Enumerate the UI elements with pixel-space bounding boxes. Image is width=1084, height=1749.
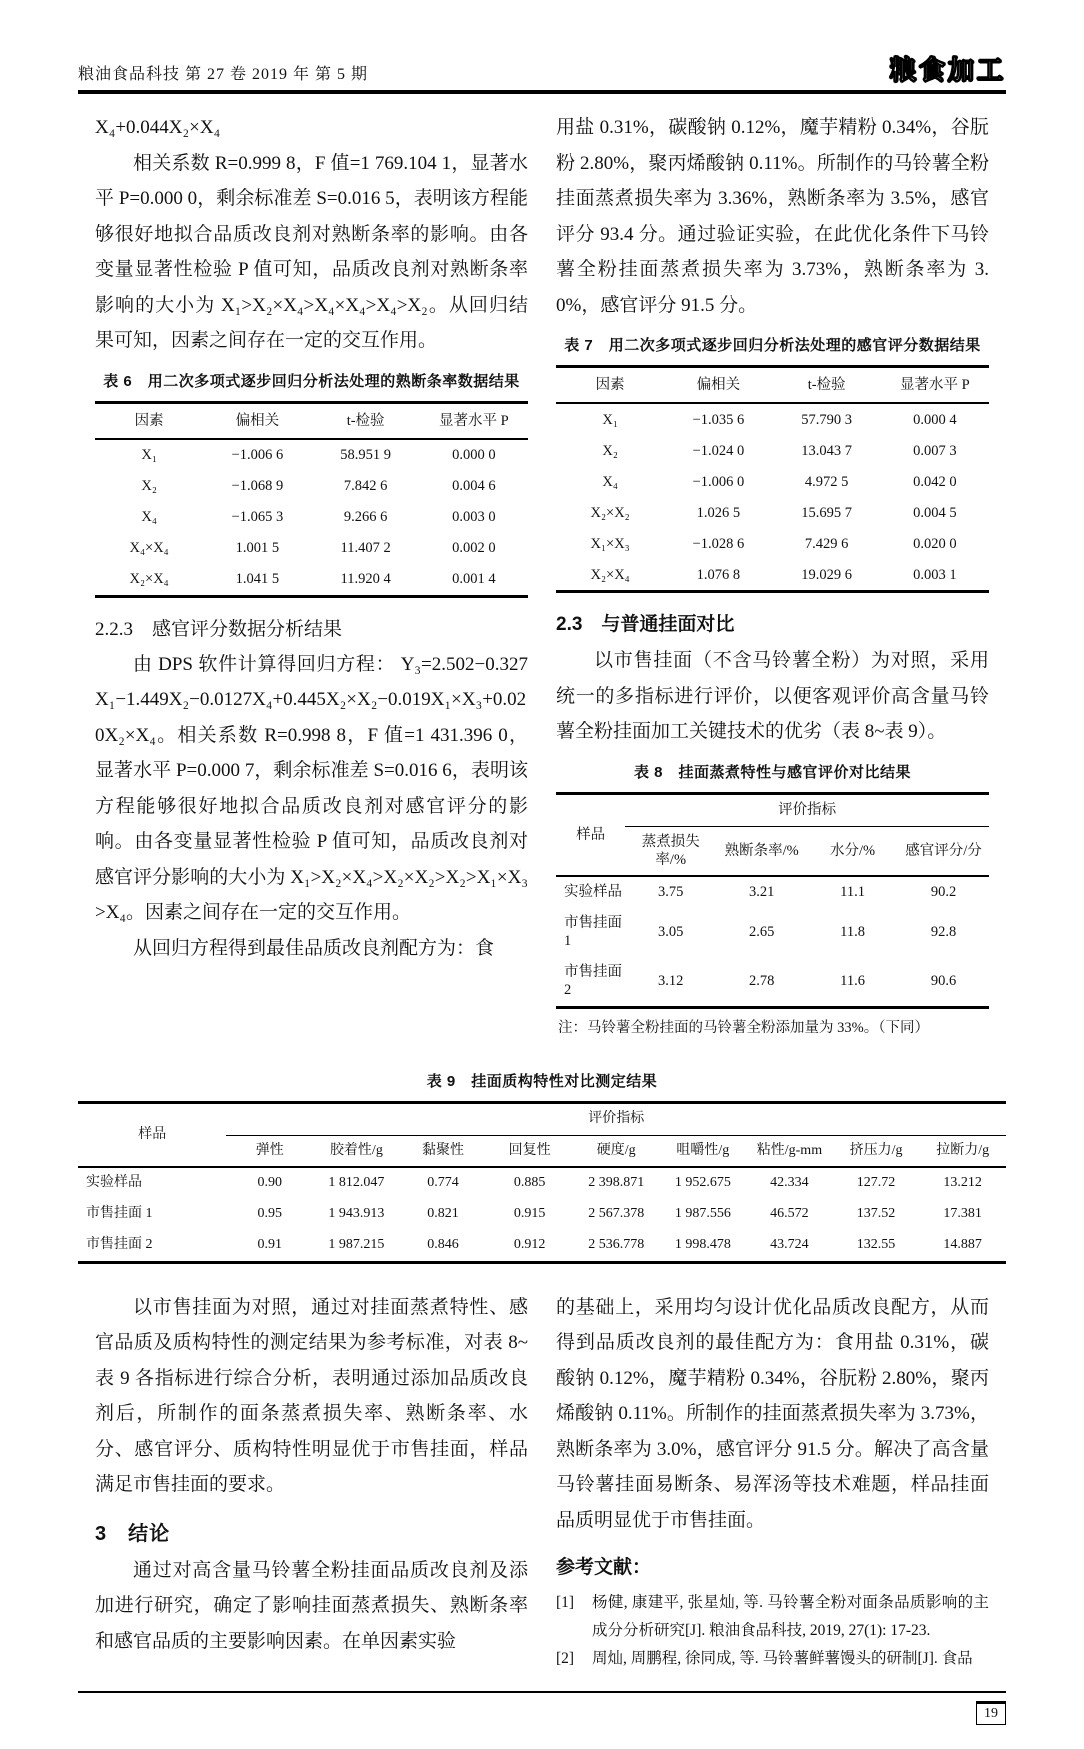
table-cell: 90.2	[930, 884, 957, 900]
table-cell: −1.065 3	[231, 509, 284, 525]
table-cell: 132.55	[856, 1237, 896, 1252]
table-cell: 市售挂面 1	[564, 915, 622, 949]
paragraph-conclusion-continuation: 的基础上，采用均匀设计优化品质改良配方，从而得到品质改良剂的最佳配方为：食用盐 0.31%，碳酸钠 0.12%，魔芋精粉 0.34%，谷朊粉 2.80%，聚丙烯酸钠 0.11%。所制作的挂面蒸煮损失率为 3.73%，熟断条率为 3.0%，感官评分 91.5 分。解决了高含量马铃薯挂面易断条、易浑汤等技术难题，样品挂面品质明显优于市售挂面。	[556, 1296, 989, 1531]
table-row	[556, 403, 989, 435]
table-cell: 3.05	[658, 924, 684, 940]
table-cell: 2 398.871	[588, 1175, 645, 1190]
table-cell: 0.004 6	[452, 478, 496, 494]
column-header: 拉断力/g	[919, 1135, 1006, 1167]
table-row	[556, 876, 989, 908]
table-8-sample-header: 样品	[556, 793, 625, 876]
table-cell: 2.78	[748, 973, 775, 989]
table-cell: 13.043 7	[801, 442, 852, 459]
reference-item-2	[556, 1645, 989, 1673]
table-cell: 市售挂面 2	[564, 964, 622, 998]
column-header: 感官评分/分	[898, 826, 989, 876]
column-header: 因素	[95, 402, 203, 439]
table-8	[556, 792, 989, 1009]
column-header: 水分/%	[807, 826, 898, 876]
page-footer	[78, 1691, 1006, 1725]
table-cell: 17.381	[943, 1206, 982, 1221]
column-header: 硬度/g	[573, 1135, 660, 1167]
table-7	[556, 365, 989, 593]
references-heading: 参考文献：	[556, 1557, 652, 1578]
right-column-bottom	[556, 1290, 989, 1674]
right-column-top	[556, 110, 989, 1053]
table-9-block	[78, 1071, 1006, 1264]
paragraph-comparison-analysis: 以市售挂面为对照，通过对挂面蒸煮特性、感官品质及质构特性的测定结果为参考标准，对表 8~表 9 各指标进行综合分析，表明通过添加品质改良剂后，所制作的面条蒸煮损失率、熟断条率、水分、感官评分、质构特性明显优于市售挂面，样品满足市售挂面的要求。	[95, 1296, 528, 1495]
table-cell: 0.912	[513, 1237, 546, 1252]
table-9-title: 表 9 挂面质构特性对比测定结果	[426, 1072, 658, 1090]
table-cell: 0.000 0	[452, 447, 496, 463]
table-row	[78, 1199, 1006, 1230]
table-cell: 0.90	[257, 1175, 283, 1190]
table-cell: 13.212	[943, 1175, 982, 1190]
table-cell: 1 987.556	[674, 1206, 731, 1221]
paragraph-recipe-start: 从回归方程得到最佳品质改良剂配方为：食	[133, 937, 495, 959]
column-header: 挤压力/g	[833, 1135, 920, 1167]
paragraph-comparison-intro: 以市售挂面（不含马铃薯全粉）为对照，采用统一的多指标进行评价，以便客观评价高含量马铃薯全粉挂面加工关键技术的优劣（表 8~表 9）。	[556, 650, 989, 742]
table-cell: 0.007 3	[913, 442, 957, 459]
table-cell: 42.334	[770, 1175, 809, 1190]
table-cell: 1 987.215	[328, 1237, 385, 1252]
table-cell: 实验样品	[564, 884, 622, 900]
table-cell: X₂	[141, 478, 157, 494]
table-7-title: 表 7 用二次多项式逐步回归分析法处理的感官评分数据结果	[564, 337, 981, 354]
left-column-bottom	[95, 1290, 528, 1674]
table-cell: 实验样品	[86, 1175, 142, 1190]
table-cell: 11.407 2	[340, 540, 391, 556]
table-row	[556, 435, 989, 466]
table-cell: −1.006 6	[231, 447, 284, 463]
table-cell: 0.95	[257, 1206, 283, 1221]
table-cell: 0.885	[513, 1175, 546, 1190]
table-cell: X₂×X₄	[590, 566, 630, 583]
table-cell: 3.21	[748, 884, 775, 900]
table-cell: 46.572	[770, 1206, 809, 1221]
table-cell: 19.029 6	[801, 566, 852, 583]
table-cell: 58.951 9	[340, 447, 391, 463]
table-cell: 4.972 5	[804, 473, 849, 490]
top-columns	[78, 110, 1006, 1053]
table-cell: 1 998.478	[674, 1237, 731, 1252]
table-cell: X₁	[141, 447, 157, 463]
column-header: 回复性	[486, 1135, 573, 1167]
table-cell: 0.774	[427, 1175, 459, 1190]
column-header: 胶着性/g	[313, 1135, 400, 1167]
table-row	[556, 957, 989, 1008]
table-cell: X₂	[602, 442, 618, 459]
column-header: 咀嚼性/g	[660, 1135, 747, 1167]
table-cell: X₂×X₄	[129, 571, 169, 587]
table-cell: 0.020 0	[913, 535, 957, 552]
table-cell: 1 952.675	[674, 1175, 731, 1190]
table-cell: −1.035 6	[692, 411, 745, 428]
table-cell: 0.003 1	[913, 566, 957, 583]
table-cell: −1.006 0	[692, 473, 745, 490]
table-cell: 0.003 0	[452, 509, 496, 525]
reference-1-marker: [1]	[556, 1594, 575, 1611]
table-cell: 0.004 5	[913, 504, 957, 521]
table-cell: 0.91	[257, 1237, 283, 1252]
table-cell: 0.002 0	[452, 540, 496, 556]
table-cell: X₁	[602, 411, 618, 428]
column-header: 显著水平 P	[881, 367, 989, 404]
table-cell: −1.024 0	[692, 442, 745, 459]
table-cell: 0.000 4	[913, 411, 957, 428]
table-cell: 3.12	[658, 973, 684, 989]
table-cell: 57.790 3	[801, 411, 852, 428]
paragraph-conclusion-start: 通过对高含量马铃薯全粉挂面品质改良剂及添加进行研究，确定了影响挂面蒸煮损失、熟断条率和感官品质的主要影响因素。在单因素实验	[95, 1559, 528, 1652]
reference-2-text: 周灿, 周鹏程, 徐同成, 等. 马铃薯鲜薯馒头的研制[J]. 食品	[592, 1650, 973, 1667]
table-9-sample-header: 样品	[78, 1102, 226, 1167]
table-cell: 14.887	[943, 1237, 982, 1252]
table-cell: 7.429 6	[804, 535, 849, 552]
paragraph-recipe-continuation: 用盐 0.31%，碳酸钠 0.12%，魔芋精粉 0.34%，谷朊粉 2.80%，聚丙烯酸钠 0.11%。所制作的马铃薯全粉挂面蒸煮损失率为 3.36%，熟断条率为 3.5%，感官评分 93.4 分。通过验证实验，在此优化条件下马铃薯全粉挂面蒸煮损失率为 3.73%，熟断条率为 3.0%，感官评分 91.5 分。	[556, 117, 989, 316]
table-cell: 1.026 5	[696, 504, 741, 521]
table-cell: 9.266 6	[343, 509, 388, 525]
table-cell: 1.001 5	[235, 540, 280, 556]
table-cell: 2.65	[748, 924, 775, 940]
page-header	[78, 58, 1006, 94]
table-cell: 0.001 4	[452, 571, 496, 587]
column-header: t-检验	[312, 402, 420, 439]
table-cell: 1.041 5	[235, 571, 280, 587]
table-6-title: 表 6 用二次多项式逐步回归分析法处理的熟断条率数据结果	[103, 372, 520, 390]
table-8-block	[556, 762, 989, 1039]
column-header: 因素	[556, 367, 664, 404]
table-cell: 11.920 4	[340, 571, 391, 587]
table-cell: 2 567.378	[588, 1206, 645, 1221]
table-7-block	[556, 335, 989, 593]
table-cell: 11.8	[840, 924, 865, 940]
column-header: 偏相关	[203, 402, 311, 439]
paragraph-sensory-regression: 由 DPS 软件计算得回归方程： Y₃=2.502−0.327X₁−1.449X₂−0.0127X₄+0.445X₂×X₂−0.019X₁×X₃+0.020X₂×X₄。相关系数 R=0.998 8，F 值=1 431.396 0，显著水平 P=0.000 7，剩余标准差 S=0.016 6，表明该方程能够很好地拟合品质改良剂对感官评分的影响。由各变量显著性检验 P 值可知，品质改良剂对感官评分影响的大小为 X₁>X₂×X₄>X₂×X₂>X₂>X₁×X₃>X₄。因素之间存在一定的交互作用。	[95, 653, 528, 923]
table-cell: 0.915	[513, 1206, 546, 1221]
table-cell: 127.72	[856, 1175, 896, 1190]
column-header: 粘性/g-mm	[746, 1135, 833, 1167]
table-cell: 92.8	[930, 924, 957, 940]
left-column-top	[95, 110, 528, 1053]
journal-issue-info: 粮油食品科技 第 27 卷 2019 年 第 5 期	[78, 66, 369, 83]
column-header: 弹性	[226, 1135, 313, 1167]
paragraph-regression-fit: 相关系数 R=0.999 8，F 值=1 769.104 1，显著水平 P=0.000 0，剩余标准差 S=0.016 5，表明该方程能够很好地拟合品质改良剂对熟断条率的影响。由各变量显著性检验 P 值可知，品质改良剂对熟断条率影响的大小为 X₁>X₂×X₄>X₄×X₄>X₄>X₂。从回归结果可知，因素之间存在一定的交互作用。	[95, 152, 528, 351]
table-cell: −1.028 6	[692, 535, 745, 552]
reference-2-marker: [2]	[556, 1650, 575, 1667]
table-cell: 43.724	[770, 1237, 809, 1252]
table-row	[556, 559, 989, 592]
column-header: 黏聚性	[400, 1135, 487, 1167]
table-cell: −1.068 9	[231, 478, 284, 494]
formula-carryover-line: X₄+0.044X₂×X₄	[95, 117, 221, 138]
table-6	[95, 401, 528, 598]
heading-conclusion: 3 结论	[95, 1522, 171, 1545]
table-row	[95, 533, 528, 564]
table-row	[78, 1230, 1006, 1263]
table-cell: 1.076 8	[696, 566, 741, 583]
column-header: 偏相关	[664, 367, 772, 404]
table-9-group-header: 评价指标	[226, 1102, 1006, 1135]
column-header: 熟断条率/%	[716, 826, 807, 876]
journal-section-title: 粮食加工	[889, 56, 1006, 85]
reference-1-text: 杨健, 康建平, 张星灿, 等. 马铃薯全粉对面条品质影响的主成分分析研究[J]. 粮油食品科技, 2019, 27(1): 17-23.	[592, 1594, 989, 1639]
heading-2-2-3: 2.2.3 感官评分数据分析结果	[95, 618, 343, 640]
table-cell: 市售挂面 1	[86, 1206, 153, 1221]
table-cell: 90.6	[930, 973, 957, 989]
table-row	[556, 466, 989, 497]
column-header: t-检验	[773, 367, 881, 404]
table-cell: 1 812.047	[328, 1175, 385, 1190]
reference-item-1	[556, 1589, 989, 1645]
table-cell: X₁×X₃	[590, 535, 630, 552]
table-cell: 1 943.913	[328, 1206, 385, 1221]
table-row	[78, 1167, 1006, 1199]
bottom-columns	[78, 1290, 1006, 1674]
table-cell: 137.52	[856, 1206, 896, 1221]
page-number: 19	[976, 1701, 1006, 1725]
table-cell: X₄	[141, 509, 157, 525]
table-9	[78, 1101, 1006, 1264]
table-cell: 11.6	[840, 973, 865, 989]
table-cell: 3.75	[658, 884, 684, 900]
table-row	[556, 528, 989, 559]
table-6-block	[95, 371, 528, 598]
column-header: 蒸煮损失率/%	[625, 826, 716, 876]
table-cell: 0.821	[427, 1206, 459, 1221]
table-row	[556, 497, 989, 528]
table-8-note: 注：马铃薯全粉挂面的马铃薯全粉添加量为 33%。（下同）	[558, 1019, 929, 1036]
table-row	[95, 439, 528, 471]
table-cell: 2 536.778	[588, 1237, 645, 1252]
column-header: 显著水平 P	[420, 402, 528, 439]
table-cell: 15.695 7	[801, 504, 852, 521]
table-cell: 0.042 0	[913, 473, 957, 490]
table-row	[556, 908, 989, 957]
table-row	[95, 502, 528, 533]
table-cell: 市售挂面 2	[86, 1237, 153, 1252]
table-row	[95, 471, 528, 502]
table-cell: X₂×X₂	[590, 504, 630, 521]
table-cell: X₄	[602, 473, 618, 490]
heading-2-3: 2.3 与普通挂面对比	[556, 614, 735, 635]
table-8-group-header: 评价指标	[625, 793, 989, 826]
table-cell: 7.842 6	[343, 478, 388, 494]
table-cell: X₄×X₄	[129, 540, 169, 556]
table-8-title: 表 8 挂面蒸煮特性与感官评价对比结果	[633, 763, 911, 781]
table-cell: 11.1	[840, 884, 865, 900]
table-cell: 0.846	[427, 1237, 459, 1252]
table-row	[95, 564, 528, 597]
